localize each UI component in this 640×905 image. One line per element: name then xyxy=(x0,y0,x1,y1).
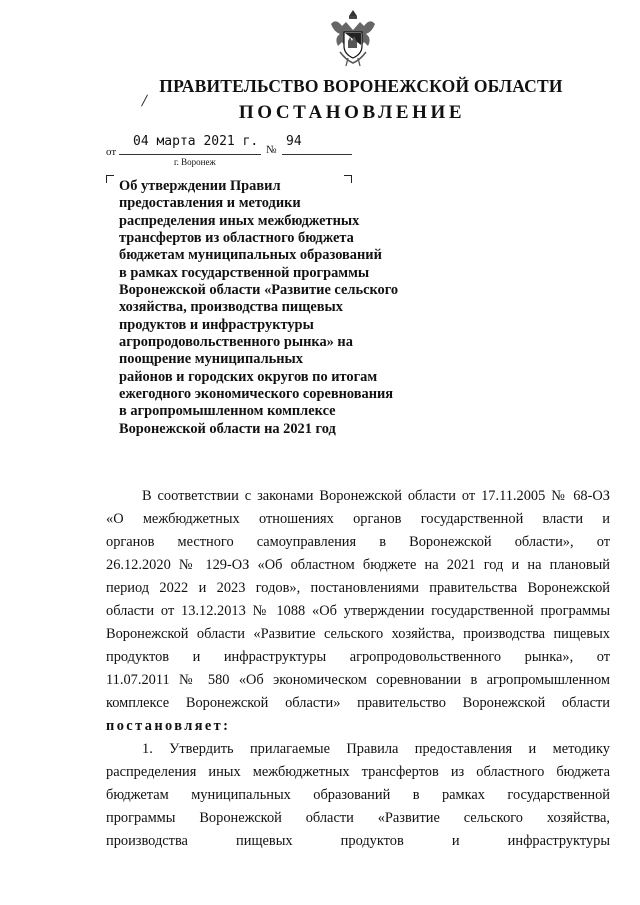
date-underline xyxy=(119,154,261,155)
title-line: в рамках государственной программы xyxy=(119,264,370,281)
title-line: Об утверждении Правил xyxy=(119,178,281,194)
title-line: бюджетам муниципальных образований xyxy=(119,247,382,264)
title-line: в агропромышленном комплексе xyxy=(119,403,336,420)
body-line: 1. Утвердить прилагаемые Правила предоставления и методику xyxy=(142,741,610,757)
title-line: поощрение муниципальных xyxy=(119,351,303,368)
title-line: распределения иных межбюджетных xyxy=(119,212,360,229)
title-line: Воронежской области на 2021 год xyxy=(119,420,336,437)
title-line: районов и городских округов по итогам xyxy=(119,368,378,385)
document-type: ПОСТАНОВЛЕНИЕ xyxy=(238,102,466,123)
body-line: 26.12.2020 № 129-ОЗ «Об областном бюджете на 2021 год и на плановый xyxy=(106,557,610,573)
title-line: Воронежской области «Развитие сельского xyxy=(119,282,399,299)
document-city: г. Воронеж xyxy=(174,157,216,167)
body-line: производства пищевых продуктов и инфраструктуры xyxy=(106,833,610,849)
body-line: период 2022 и 2023 годов», постановлениями правительства Воронежской xyxy=(106,580,610,596)
title-line: хозяйства, производства пищевых xyxy=(119,299,343,316)
title-line: предоставления и методики xyxy=(119,195,301,212)
organization-name: ПРАВИТЕЛЬСТВО ВОРОНЕЖСКОЙ ОБЛАСТИ xyxy=(159,76,563,96)
title-line: агропродовольственного рынка» на xyxy=(119,334,353,351)
body-line: распределения иных межбюджетных трансфертов из областного бюджета xyxy=(106,764,610,780)
document-date: 04 марта 2021 г. xyxy=(133,134,259,149)
document-title xyxy=(119,178,398,438)
title-line: продуктов и инфраструктуры xyxy=(119,316,314,333)
document-number: 94 xyxy=(286,134,302,149)
body-line: программы Воронежской области «Развитие сельского хозяйства, xyxy=(106,810,610,826)
body-line: Воронежской области «Развитие сельского хозяйства, производства пищевых xyxy=(106,626,610,642)
number-underline xyxy=(282,154,352,155)
date-prefix: от xyxy=(106,146,117,158)
body-line: комплексе Воронежской области» правительство Воронежской области xyxy=(106,695,610,711)
title-bracket-left xyxy=(106,175,114,183)
body-line: В соответствии с законами Воронежской области от 17.11.2005 № 68-ОЗ xyxy=(142,488,610,504)
number-prefix: № xyxy=(266,144,277,156)
body-line: области от 13.12.2013 № 1088 «Об утверждении государственной программы xyxy=(106,603,610,619)
title-line: ежегодного экономического соревнования xyxy=(119,386,394,403)
decree-keyword: постановляет: xyxy=(106,718,231,734)
title-line: трансфертов из областного бюджета xyxy=(119,230,354,247)
body-line: 11.07.2011 № 580 «Об экономическом соревновании в агропромышленном xyxy=(106,672,610,688)
coat-of-arms-icon xyxy=(328,8,378,68)
body-line: «О межбюджетных отношениях органов государственной власти и xyxy=(106,511,610,527)
body-line: бюджетам муниципальных образований в рамках государственной xyxy=(106,787,610,803)
body-line: органов местного самоуправления в Воронежской области», от xyxy=(106,534,610,550)
body-line: продуктов и инфраструктуры агропродовольственного рынка», от xyxy=(106,649,610,665)
